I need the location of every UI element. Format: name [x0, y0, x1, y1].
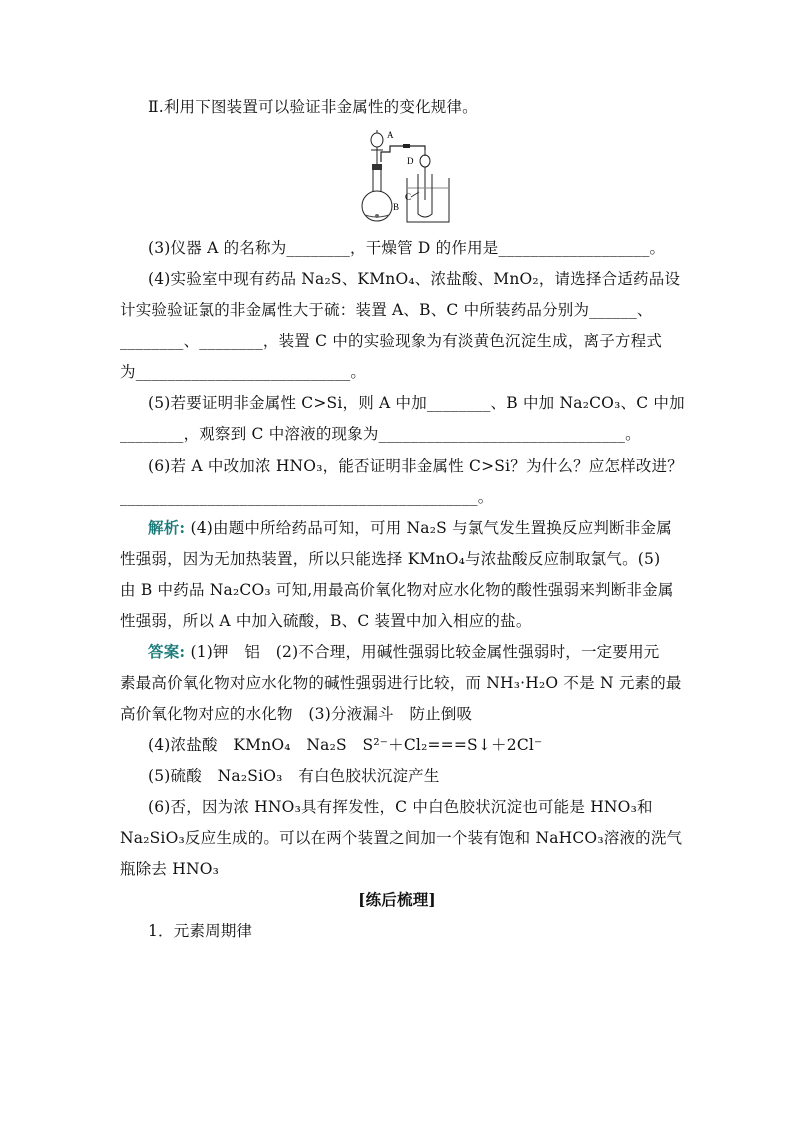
question-4-line-3: ________、________，装置 C 中的实验现象为有淡黄色沉淀生成，离子方程式 [120, 332, 663, 350]
section-heading: Ⅱ.利用下图装置可以验证非金属性的变化规律。 [148, 98, 478, 116]
answer-line-5: (5)硫酸 Na₂SiO₃ 有白色胶状沉淀产生 [148, 767, 440, 785]
answer-line-2: 素最高价氧化物对应水化物的碱性强弱进行比较，而 NH₃·H₂O 不是 N 元素的最 [120, 674, 682, 692]
round-flask-icon [362, 170, 392, 221]
stopper-icon [372, 164, 382, 170]
label-b: B [393, 202, 400, 212]
answer-text: (1)钾 铝 (2)不合理，用碱性强弱比较金属性强弱时，一定要用元 [185, 643, 660, 661]
label-d: D [407, 156, 414, 166]
answer-line-6: (6)否，因为浓 HNO₃具有挥发性，C 中白色胶状沉淀也可能是 HNO₃和 [148, 798, 653, 816]
analysis-text: (4)由题中所给药品可知，可用 Na₂S 与氯气发生置换反应判断非金属 [185, 519, 672, 537]
question-6-line-1: (6)若 A 中改加浓 HNO₃，能否证明非金属性 C>Si？为什么？应怎样改进？ [148, 457, 683, 475]
answer-line-4: (4)浓盐酸 KMnO₄ Na₂S S²⁻＋Cl₂===S↓＋2Cl⁻ [148, 736, 543, 754]
label-c: C [405, 192, 412, 202]
question-4-line-2: 计实验验证氯的非金属性大于硫：装置 A、B、C 中所装药品分别为______、 [120, 301, 653, 319]
question-4-line-1: (4)实验室中现有药品 Na₂S、KMnO₄、浓盐酸、MnO₂，请选择合适药品设 [148, 270, 681, 288]
answer-line-7: Na₂SiO₃反应生成的。可以在两个装置之间加一个装有饱和 NaHCO₃溶液的洗气 [120, 829, 683, 847]
answer-line-3: 高价氧化物对应的水化物 (3)分液漏斗 防止倒吸 [120, 705, 473, 723]
analysis-line-2: 性强弱，因为无加热装置，所以只能选择 KMnO₄与浓盐酸反应制取氯气。(5) [120, 550, 661, 568]
drying-tube-icon [420, 150, 430, 200]
question-3: (3)仪器 A 的名称为________，干燥管 D 的作用是___________________。 [148, 239, 666, 257]
question-4-line-4: 为___________________________。 [120, 363, 367, 381]
apparatus-diagram [355, 126, 465, 228]
question-5-line-2: ________，观察到 C 中溶液的现象为_______________________________。 [120, 425, 641, 443]
answer-line-1 [148, 641, 659, 663]
question-5-line-1: (5)若要证明非金属性 C>Si，则 A 中加________、B 中加 Na₂CO₃、C 中加 [148, 394, 685, 412]
beaker-icon [407, 178, 449, 222]
analysis-line-4: 性强弱，所以 A 中加入硫酸，B、C 装置中加入相应的盐。 [120, 612, 532, 630]
solid-reagent-icon [375, 214, 379, 218]
subsection-title: 1．元素周期律 [148, 922, 253, 940]
question-6-line-2: _____________________________________________。 [120, 488, 494, 506]
answer-label: 答案: [148, 642, 186, 661]
analysis-label: 解析: [148, 518, 186, 537]
analysis-line-1 [148, 517, 672, 539]
delivery-tube-icon [381, 146, 425, 162]
tube-connector-icon [403, 144, 410, 148]
section-title: [练后梳理] [358, 890, 436, 909]
label-a: A [387, 130, 394, 140]
answer-line-8: 瓶除去 HNO₃ [120, 860, 220, 878]
analysis-line-3: 由 B 中药品 Na₂CO₃ 可知,用最高价氧化物对应水化物的酸性强弱来判断非金属 [120, 581, 674, 599]
